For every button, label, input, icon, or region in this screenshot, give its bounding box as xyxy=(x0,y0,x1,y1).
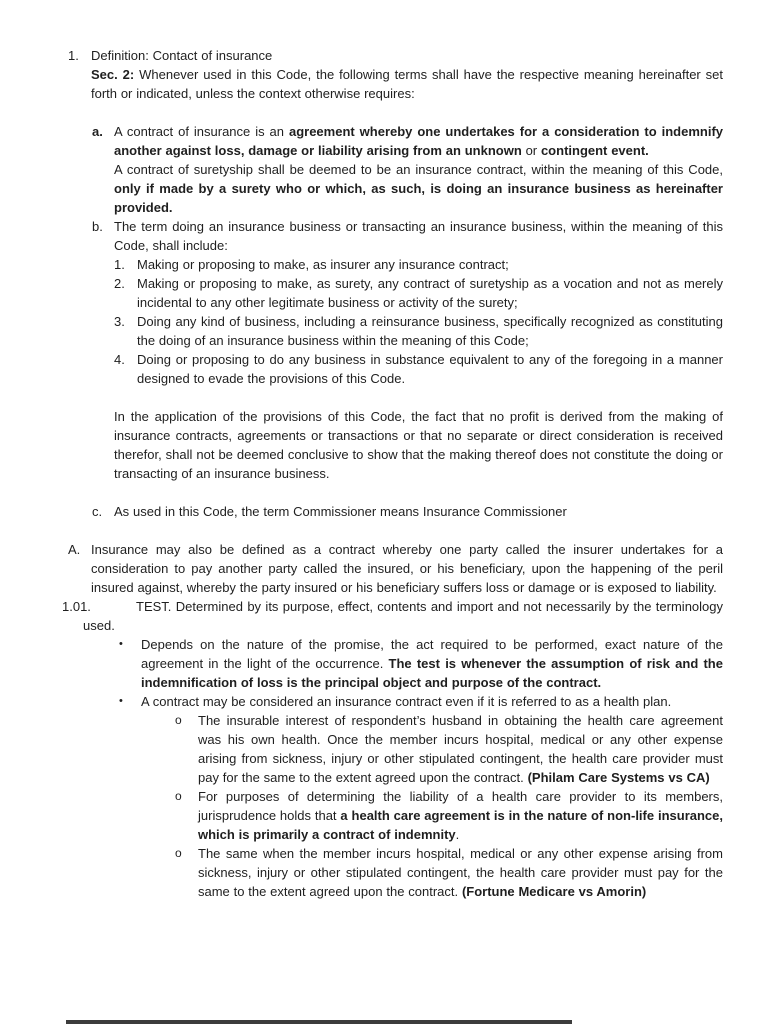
paragraph xyxy=(114,160,723,217)
list-item xyxy=(68,46,723,65)
text-segment: Making or proposing to make, as insurer any insurance contract; xyxy=(137,257,509,272)
list-item xyxy=(68,540,723,597)
text-segment: As used in this Code, the term Commissioner means Insurance Commissioner xyxy=(114,504,567,519)
text-segment: A contract of suretyship shall be deemed to be an insurance contract, within the meaning of this Code, xyxy=(114,162,723,177)
text-segment: The insurable interest of respondent’s husband in obtaining the health care agreement was his own health. Once the member incurs hospital, medical or any other expense arising from sickness, injury or other stipulated contingent, the health care provider must pay for the same to the extent agreed upon the contract. xyxy=(198,713,723,785)
text-segment: agreement whereby one undertakes for a consideration to indemnify another against loss, damage or liability arising from an unknown xyxy=(114,124,724,158)
list-marker: c. xyxy=(92,504,103,519)
list-item xyxy=(175,844,723,901)
list-marker: 4. xyxy=(114,352,125,367)
list-item xyxy=(92,122,724,160)
list-marker: A. xyxy=(68,542,81,557)
list-item xyxy=(114,350,723,388)
list-item xyxy=(114,274,723,312)
list-marker: 1.01. xyxy=(62,599,91,614)
text-segment: A contract of insurance is an xyxy=(114,124,289,139)
list-item xyxy=(62,597,723,635)
text-segment: The test is whenever the assumption of risk and the indemnification of loss is the principal object and purpose of the contract. xyxy=(141,656,723,690)
list-marker: 3. xyxy=(114,314,125,329)
text-segment: Making or proposing to make, as surety, any contract of suretyship as a vocation and not as merely incidental to any other legitimate business or activity of the surety; xyxy=(137,276,723,310)
list-marker: o xyxy=(175,789,182,803)
text-segment: Doing or proposing to do any business in substance equivalent to any of the foregoing in a manner designed to evade the provisions of this Code. xyxy=(137,352,723,386)
list-marker: 1. xyxy=(114,257,125,272)
list-marker: • xyxy=(119,638,123,650)
paragraph xyxy=(91,65,723,103)
text-segment: a health care agreement is in the nature of non-life insurance, which is primarily a contract of indemnity xyxy=(198,808,723,842)
paragraph xyxy=(114,407,723,483)
text-segment: In the application of the provisions of this Code, the fact that no profit is derived from the making of insurance contracts, agreements or transactions or that no separate or direct consideration is received therefor, shall not be deemed conclusive to show that the making thereof does not constitute the doing or transacting of an insurance business. xyxy=(114,409,723,481)
text-segment: only if made by a surety who or which, as such, is doing an insurance business as hereinafter provided. xyxy=(114,181,723,215)
text-segment: Depends on the nature of the promise, the act required to be performed, exact nature of the agreement in the light of the occurrence. xyxy=(141,637,723,671)
list-marker: b. xyxy=(92,219,103,234)
list-item xyxy=(119,635,723,692)
list-marker: • xyxy=(119,695,123,707)
list-item xyxy=(92,502,723,521)
list-item xyxy=(119,692,723,711)
text-segment: contingent event. xyxy=(540,143,649,158)
text-segment: . xyxy=(455,827,460,842)
list-item xyxy=(92,217,723,255)
text-segment: Definition: Contact of insurance xyxy=(91,48,273,63)
list-marker: 1. xyxy=(68,48,79,63)
text-segment: Sec. 2: xyxy=(91,67,135,82)
text-segment: Whenever used in this Code, the following terms shall have the respective meaning hereinafter set forth or indicated, unless the context otherwise requires: xyxy=(91,67,723,101)
list-item xyxy=(175,711,723,787)
text-segment: For purposes of determining the liability of a health care provider to its members, jurisprudence holds that xyxy=(198,789,723,823)
page-bottom-bar xyxy=(66,1020,572,1024)
text-segment: Insurance may also be defined as a contract whereby one party called the insurer undertakes for a consideration to pay another party called the insured, or his beneficiary, upon the happening of the peril insured against, whereby the party insured or his beneficiary suffers loss or damage or is exposed to liability. xyxy=(91,542,723,595)
blank-line xyxy=(0,483,768,502)
list-marker: 2. xyxy=(114,276,125,291)
document-content xyxy=(0,46,768,901)
blank-line xyxy=(0,388,768,407)
list-item xyxy=(114,312,723,350)
blank-line xyxy=(0,521,768,540)
list-marker: o xyxy=(175,713,182,727)
blank-line xyxy=(0,103,768,122)
text-segment: Doing any kind of business, including a reinsurance business, specifically recognized as constituting the doing of an insurance business within the meaning of this Code; xyxy=(137,314,723,348)
text-segment: The same when the member incurs hospital, medical or any other expense arising from sickness, injury or other stipulated contingent, the health care provider must pay for the same to the extent agreed upon the contract. xyxy=(198,846,723,899)
list-marker: a. xyxy=(92,124,103,139)
text-segment: The term doing an insurance business or transacting an insurance business, within the meaning of this Code, shall include: xyxy=(114,219,723,253)
list-item xyxy=(175,787,723,844)
text-segment: (Philam Care Systems vs CA) xyxy=(527,770,710,785)
list-item xyxy=(114,255,723,274)
text-segment: (Fortune Medicare vs Amorin) xyxy=(461,884,647,899)
text-segment: A contract may be considered an insurance contract even if it is referred to as a health plan. xyxy=(141,694,672,709)
text-segment: TEST. Determined by its purpose, effect, contents and import and not necessarily by the terminology used. xyxy=(83,599,723,633)
text-segment: or xyxy=(521,143,541,158)
list-marker: o xyxy=(175,846,182,860)
